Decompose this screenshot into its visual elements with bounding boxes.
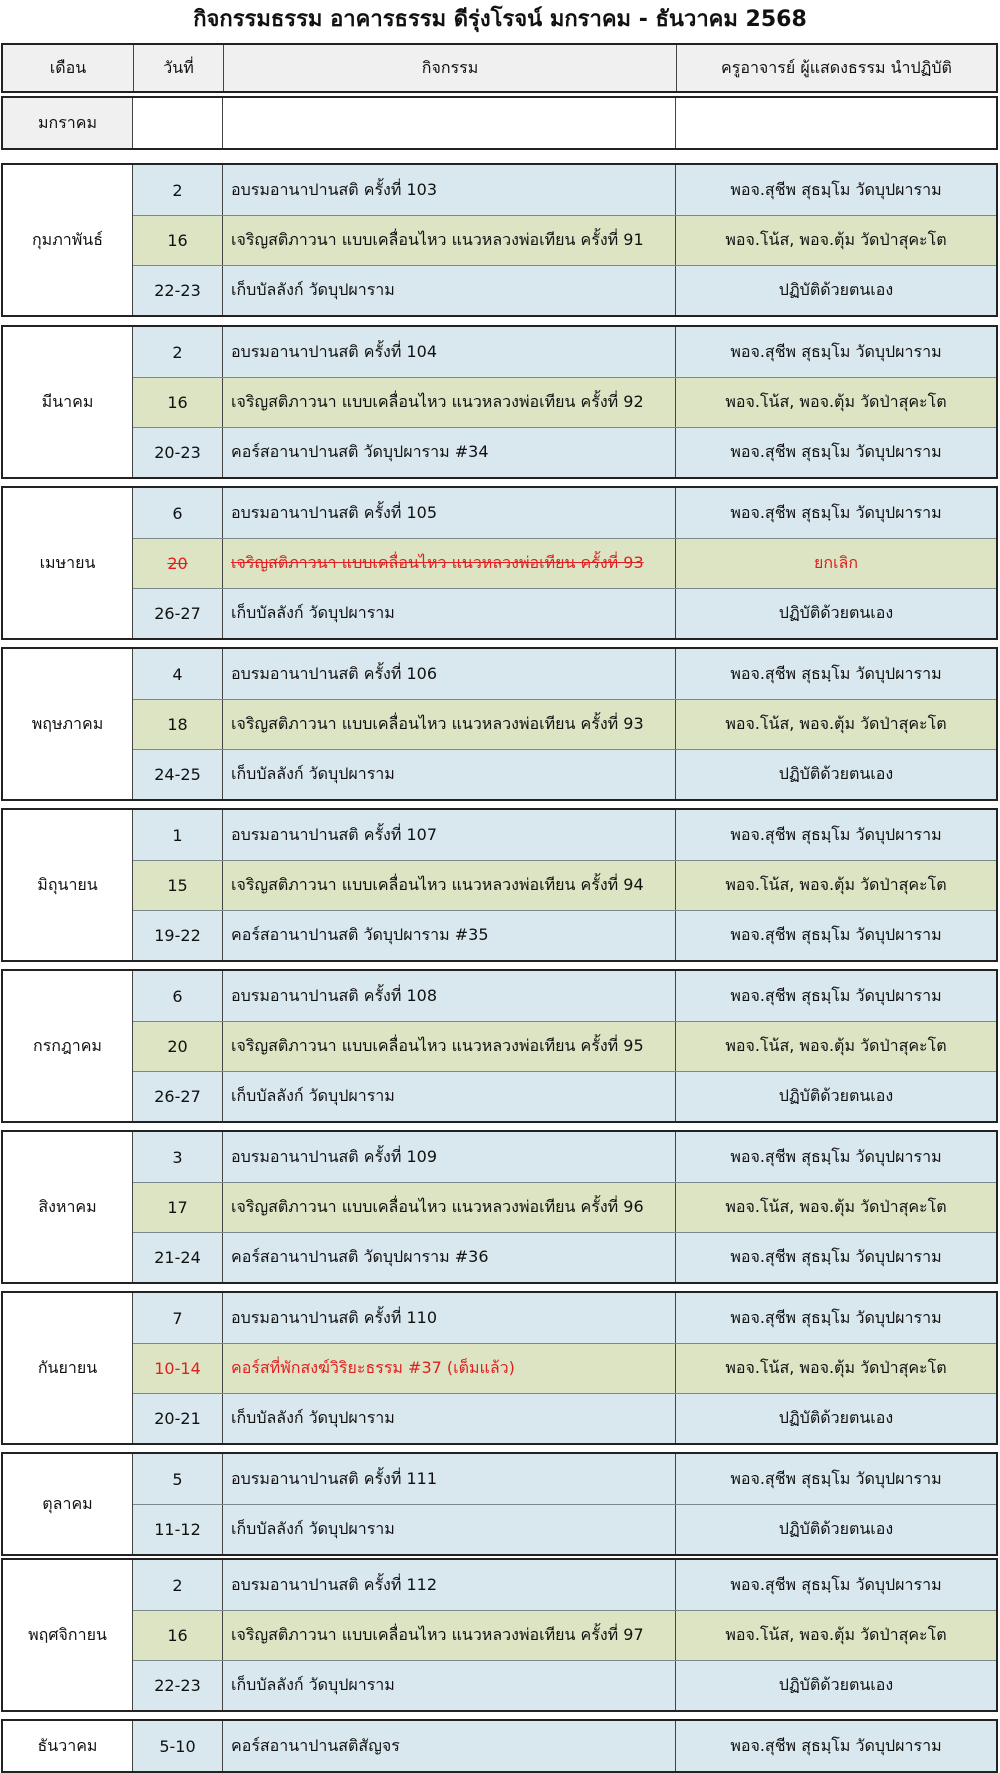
activity-cell-text: เจริญสติภาวนา แบบเคลื่อนไหว แนวหลวงพ่อเทียน ครั้งที่ 94 bbox=[231, 875, 644, 894]
date-cell-text: 3 bbox=[172, 1147, 183, 1167]
month-label: มกราคม bbox=[3, 98, 133, 148]
activity-cell-text: อบรมอานาปานสติ ครั้งที่ 103 bbox=[231, 179, 438, 199]
month-group bbox=[1, 1452, 998, 1556]
activity-cell-text: เก็บบัลลังก์ วัดบุปผาราม bbox=[231, 1408, 395, 1427]
header-activity: กิจกรรม bbox=[223, 45, 676, 91]
activity-cell-text: เก็บบัลลังก์ วัดบุปผาราม bbox=[231, 280, 395, 299]
teacher-cell-text: พอจ.สุชีพ สุธมฺโม วัดบุปผาราม bbox=[730, 1468, 942, 1488]
date-cell bbox=[133, 1505, 223, 1554]
activity-cell bbox=[223, 1183, 676, 1232]
teacher-cell-text: พอจ.สุชีพ สุธมฺโม วัดบุปผาราม bbox=[730, 824, 942, 844]
teacher-cell bbox=[676, 649, 996, 699]
date-cell-text: 24-25 bbox=[154, 765, 201, 784]
teacher-cell bbox=[676, 1072, 996, 1121]
date-cell bbox=[133, 1233, 223, 1282]
date-cell-text: 26-27 bbox=[154, 1087, 201, 1106]
teacher-cell bbox=[676, 911, 996, 960]
date-cell-text: 6 bbox=[172, 986, 183, 1006]
date-cell-text: 20-21 bbox=[154, 1409, 201, 1428]
activity-cell bbox=[223, 266, 676, 315]
table-row bbox=[133, 860, 996, 910]
activity-cell bbox=[223, 98, 676, 148]
teacher-cell bbox=[676, 165, 996, 215]
date-cell-text: 5 bbox=[172, 1469, 183, 1489]
date-cell-text: 2 bbox=[172, 180, 183, 200]
date-cell bbox=[133, 98, 223, 148]
activity-cell-text: อบรมอานาปานสติ ครั้งที่ 110 bbox=[231, 1307, 438, 1327]
teacher-cell bbox=[676, 216, 996, 265]
date-cell-text: 19-22 bbox=[154, 926, 201, 945]
table-row bbox=[133, 327, 996, 377]
activity-cell bbox=[223, 1394, 676, 1443]
activity-cell-text: เจริญสติภาวนา แบบเคลื่อนไหว แนวหลวงพ่อเทียน ครั้งที่ 93 bbox=[231, 714, 644, 733]
date-cell bbox=[133, 810, 223, 860]
table-row bbox=[133, 1021, 996, 1071]
table-row bbox=[133, 971, 996, 1021]
table-row bbox=[133, 215, 996, 265]
activity-cell bbox=[223, 810, 676, 860]
date-cell bbox=[133, 589, 223, 638]
header-date: วันที่ bbox=[133, 45, 223, 91]
activity-cell-text: อบรมอานาปานสติ ครั้งที่ 109 bbox=[231, 1146, 438, 1166]
teacher-cell-text: พอจ.โน้ส, พอจ.ตุ้ม วัดป่าสุคะโต bbox=[725, 392, 947, 411]
activity-cell-text: อบรมอานาปานสติ ครั้งที่ 106 bbox=[231, 663, 438, 683]
table-header bbox=[1, 43, 998, 93]
table-row bbox=[133, 749, 996, 799]
activity-cell bbox=[223, 1344, 676, 1393]
month-group bbox=[1, 1291, 998, 1445]
table-row bbox=[133, 810, 996, 860]
activity-cell bbox=[223, 1072, 676, 1121]
activity-cell bbox=[223, 700, 676, 749]
teacher-cell-text: พอจ.สุชีพ สุธมฺโม วัดบุปผาราม bbox=[730, 1146, 942, 1166]
activity-cell-text: อบรมอานาปานสติ ครั้งที่ 104 bbox=[231, 341, 438, 361]
date-cell-text: 15 bbox=[167, 876, 188, 895]
teacher-cell bbox=[676, 1233, 996, 1282]
month-label: เมษายน bbox=[3, 488, 133, 638]
activity-cell-text: เจริญสติภาวนา แบบเคลื่อนไหว แนวหลวงพ่อเทียน ครั้งที่ 91 bbox=[231, 230, 644, 249]
date-cell bbox=[133, 216, 223, 265]
date-cell-text: 2 bbox=[172, 342, 183, 362]
teacher-cell-text: ปฏิบัติด้วยตนเอง bbox=[778, 603, 894, 622]
date-cell-text: 18 bbox=[167, 715, 188, 734]
teacher-cell-text: พอจ.โน้ส, พอจ.ตุ้ม วัดป่าสุคะโต bbox=[725, 714, 947, 733]
activity-cell bbox=[223, 911, 676, 960]
teacher-cell bbox=[676, 98, 996, 148]
table-row bbox=[133, 1610, 996, 1660]
teacher-cell-text: พอจ.สุชีพ สุธมฺโม วัดบุปผาราม bbox=[730, 1247, 942, 1266]
teacher-cell bbox=[676, 1394, 996, 1443]
teacher-cell-text: ปฏิบัติด้วยตนเอง bbox=[778, 280, 894, 299]
activity-cell bbox=[223, 1661, 676, 1710]
teacher-cell bbox=[676, 971, 996, 1021]
date-cell-text: 26-27 bbox=[154, 604, 201, 623]
date-cell bbox=[133, 861, 223, 910]
date-cell bbox=[133, 428, 223, 477]
date-cell bbox=[133, 488, 223, 538]
teacher-cell bbox=[676, 861, 996, 910]
table-row bbox=[133, 588, 996, 638]
date-cell bbox=[133, 1611, 223, 1660]
teacher-cell-text: พอจ.โน้ส, พอจ.ตุ้ม วัดป่าสุคะโต bbox=[725, 1358, 947, 1377]
table-row bbox=[133, 1071, 996, 1121]
date-cell bbox=[133, 378, 223, 427]
activity-cell bbox=[223, 861, 676, 910]
table-row bbox=[133, 1293, 996, 1343]
month-group bbox=[1, 969, 998, 1123]
month-label: กุมภาพันธ์ bbox=[3, 165, 133, 315]
date-cell-text: 20 bbox=[167, 554, 188, 573]
table-row bbox=[133, 1343, 996, 1393]
table-row bbox=[133, 1182, 996, 1232]
activity-cell bbox=[223, 1721, 676, 1771]
activity-cell-text: อบรมอานาปานสติ ครั้งที่ 111 bbox=[231, 1468, 438, 1488]
teacher-cell-text: พอจ.โน้ส, พอจ.ตุ้ม วัดป่าสุคะโต bbox=[725, 1625, 947, 1644]
date-cell-text: 2 bbox=[172, 1575, 183, 1595]
date-cell-text: 6 bbox=[172, 503, 183, 523]
page-title: กิจกรรมธรรม อาคารธรรม ดีรุ่งโรจน์ มกราคม - ธันวาคม 2568 bbox=[193, 7, 807, 32]
teacher-cell-text: พอจ.โน้ส, พอจ.ตุ้ม วัดป่าสุคะโต bbox=[725, 1197, 947, 1216]
teacher-cell-text: ปฏิบัติด้วยตนเอง bbox=[778, 1408, 894, 1427]
table-row bbox=[133, 98, 996, 148]
activity-cell bbox=[223, 649, 676, 699]
activity-cell-text: คอร์สอานาปานสติ วัดบุปผาราม #34 bbox=[231, 442, 489, 461]
activity-cell-text: อบรมอานาปานสติ ครั้งที่ 112 bbox=[231, 1574, 438, 1594]
date-cell bbox=[133, 1022, 223, 1071]
date-cell-text: 16 bbox=[167, 231, 188, 250]
activity-cell-text: เก็บบัลลังก์ วัดบุปผาราม bbox=[231, 1675, 395, 1694]
teacher-cell-text: พอจ.สุชีพ สุธมฺโม วัดบุปผาราม bbox=[730, 1735, 942, 1755]
activity-cell bbox=[223, 1560, 676, 1610]
date-cell bbox=[133, 649, 223, 699]
date-cell bbox=[133, 1344, 223, 1393]
teacher-cell-text: พอจ.โน้ส, พอจ.ตุ้ม วัดป่าสุคะโต bbox=[725, 875, 947, 894]
teacher-cell bbox=[676, 1454, 996, 1504]
table-row bbox=[133, 1454, 996, 1504]
date-cell bbox=[133, 971, 223, 1021]
activity-cell bbox=[223, 1233, 676, 1282]
activity-cell-text: คอร์สอานาปานสติสัญจร bbox=[231, 1735, 400, 1755]
table-row bbox=[133, 910, 996, 960]
date-cell bbox=[133, 1560, 223, 1610]
month-label: ธันวาคม bbox=[3, 1721, 133, 1771]
date-cell bbox=[133, 700, 223, 749]
date-cell bbox=[133, 1293, 223, 1343]
date-cell-text: 22-23 bbox=[154, 1676, 201, 1695]
month-group bbox=[1, 647, 998, 801]
activity-cell bbox=[223, 1022, 676, 1071]
teacher-cell bbox=[676, 589, 996, 638]
activity-cell bbox=[223, 378, 676, 427]
table-row bbox=[133, 427, 996, 477]
date-cell bbox=[133, 1454, 223, 1504]
teacher-cell bbox=[676, 810, 996, 860]
teacher-cell-text: พอจ.โน้ส, พอจ.ตุ้ม วัดป่าสุคะโต bbox=[725, 1036, 947, 1055]
activity-cell-text: เก็บบัลลังก์ วัดบุปผาราม bbox=[231, 1519, 395, 1538]
month-group bbox=[1, 486, 998, 640]
activity-cell bbox=[223, 488, 676, 538]
month-group bbox=[1, 808, 998, 962]
teacher-cell bbox=[676, 700, 996, 749]
teacher-cell-text: ปฏิบัติด้วยตนเอง bbox=[778, 764, 894, 783]
month-group bbox=[1, 1558, 998, 1712]
activity-cell-text: คอร์สที่พักสงฆ์วิริยะธรรม #37 (เต็มแล้ว) bbox=[231, 1358, 515, 1377]
teacher-cell bbox=[676, 1132, 996, 1182]
activity-cell-text: อบรมอานาปานสติ ครั้งที่ 107 bbox=[231, 824, 438, 844]
teacher-cell-text: พอจ.สุชีพ สุธมฺโม วัดบุปผาราม bbox=[730, 1307, 942, 1327]
month-group bbox=[1, 96, 998, 150]
month-label: มีนาคม bbox=[3, 327, 133, 477]
month-group bbox=[1, 325, 998, 479]
teacher-cell bbox=[676, 750, 996, 799]
activity-cell-text: เก็บบัลลังก์ วัดบุปผาราม bbox=[231, 1086, 395, 1105]
date-cell-text: 11-12 bbox=[154, 1520, 201, 1539]
activity-cell bbox=[223, 1293, 676, 1343]
table-row bbox=[133, 1560, 996, 1610]
activity-cell bbox=[223, 1454, 676, 1504]
header-teacher: ครูอาจารย์ ผู้แสดงธรรม นำปฏิบัติ bbox=[676, 45, 996, 91]
activity-cell bbox=[223, 971, 676, 1021]
activity-cell-text: เจริญสติภาวนา แบบเคลื่อนไหว แนวหลวงพ่อเทียน ครั้งที่ 95 bbox=[231, 1036, 644, 1055]
month-label: พฤศจิกายน bbox=[3, 1560, 133, 1710]
month-label: สิงหาคม bbox=[3, 1132, 133, 1282]
teacher-cell bbox=[676, 1293, 996, 1343]
teacher-cell-text: พอจ.สุชีพ สุธมฺโม วัดบุปผาราม bbox=[730, 179, 942, 199]
month-group bbox=[1, 1719, 998, 1773]
teacher-cell bbox=[676, 1183, 996, 1232]
teacher-cell bbox=[676, 327, 996, 377]
date-cell bbox=[133, 327, 223, 377]
table-row bbox=[133, 1504, 996, 1554]
date-cell-text: 17 bbox=[167, 1198, 188, 1217]
table-row bbox=[133, 538, 996, 588]
activity-cell-text: เจริญสติภาวนา แบบเคลื่อนไหว แนวหลวงพ่อเทียน ครั้งที่ 97 bbox=[231, 1625, 644, 1644]
table-row bbox=[133, 165, 996, 215]
activity-cell-text: คอร์สอานาปานสติ วัดบุปผาราม #36 bbox=[231, 1247, 489, 1266]
date-cell-text: 21-24 bbox=[154, 1248, 201, 1267]
activity-cell-text: เก็บบัลลังก์ วัดบุปผาราม bbox=[231, 603, 395, 622]
teacher-cell bbox=[676, 1344, 996, 1393]
activity-cell-text: เจริญสติภาวนา แบบเคลื่อนไหว แนวหลวงพ่อเทียน ครั้งที่ 92 bbox=[231, 392, 644, 411]
table-row bbox=[133, 699, 996, 749]
date-cell bbox=[133, 911, 223, 960]
teacher-cell-text: ปฏิบัติด้วยตนเอง bbox=[778, 1519, 894, 1538]
teacher-cell-text: ปฏิบัติด้วยตนเอง bbox=[778, 1675, 894, 1694]
teacher-cell-text: พอจ.สุชีพ สุธมฺโม วัดบุปผาราม bbox=[730, 442, 942, 461]
header-month: เดือน bbox=[49, 58, 87, 77]
date-cell bbox=[133, 1132, 223, 1182]
teacher-cell-text: พอจ.โน้ส, พอจ.ตุ้ม วัดป่าสุคะโต bbox=[725, 230, 947, 249]
date-cell-text: 16 bbox=[167, 393, 188, 412]
activity-cell-text: อบรมอานาปานสติ ครั้งที่ 105 bbox=[231, 502, 438, 522]
date-cell-text: 20 bbox=[167, 1037, 188, 1056]
teacher-cell-text: พอจ.สุชีพ สุธมฺโม วัดบุปผาราม bbox=[730, 502, 942, 522]
teacher-cell bbox=[676, 1721, 996, 1771]
teacher-cell bbox=[676, 1611, 996, 1660]
month-label: กันยายน bbox=[3, 1293, 133, 1443]
date-cell-text: 4 bbox=[172, 664, 183, 684]
date-cell bbox=[133, 1183, 223, 1232]
activity-cell-text: คอร์สอานาปานสติ วัดบุปผาราม #35 bbox=[231, 925, 489, 944]
month-label: กรกฎาคม bbox=[3, 971, 133, 1121]
month-group bbox=[1, 1130, 998, 1284]
date-cell-text: 7 bbox=[172, 1308, 183, 1328]
teacher-cell bbox=[676, 266, 996, 315]
activity-cell-text: อบรมอานาปานสติ ครั้งที่ 108 bbox=[231, 985, 438, 1005]
month-label: พฤษภาคม bbox=[3, 649, 133, 799]
date-cell-text: 22-23 bbox=[154, 281, 201, 300]
table-row bbox=[133, 1660, 996, 1710]
date-cell bbox=[133, 750, 223, 799]
table-row bbox=[133, 1721, 996, 1771]
date-cell bbox=[133, 266, 223, 315]
activity-cell bbox=[223, 1505, 676, 1554]
date-cell bbox=[133, 1072, 223, 1121]
teacher-cell bbox=[676, 428, 996, 477]
date-cell bbox=[133, 1394, 223, 1443]
date-cell-text: 1 bbox=[172, 825, 183, 845]
date-cell bbox=[133, 165, 223, 215]
table-row bbox=[133, 377, 996, 427]
date-cell bbox=[133, 539, 223, 588]
date-cell bbox=[133, 1721, 223, 1771]
date-cell bbox=[133, 1661, 223, 1710]
activity-cell bbox=[223, 165, 676, 215]
date-cell-text: 20-23 bbox=[154, 443, 201, 462]
month-label: มิถุนายน bbox=[3, 810, 133, 960]
activity-cell bbox=[223, 216, 676, 265]
month-group bbox=[1, 163, 998, 317]
table-row bbox=[133, 1393, 996, 1443]
teacher-cell-text: พอจ.สุชีพ สุธมฺโม วัดบุปผาราม bbox=[730, 985, 942, 1005]
table-row bbox=[133, 265, 996, 315]
teacher-cell bbox=[676, 1505, 996, 1554]
activity-cell bbox=[223, 589, 676, 638]
teacher-cell-text: พอจ.สุชีพ สุธมฺโม วัดบุปผาราม bbox=[730, 341, 942, 361]
activity-cell bbox=[223, 327, 676, 377]
activity-cell-text: เจริญสติภาวนา แบบเคลื่อนไหว แนวหลวงพ่อเทียน ครั้งที่ 93 bbox=[231, 553, 644, 572]
activity-cell bbox=[223, 1611, 676, 1660]
activity-cell bbox=[223, 539, 676, 588]
teacher-cell bbox=[676, 488, 996, 538]
date-cell-text: 10-14 bbox=[154, 1359, 201, 1378]
month-label: ตุลาคม bbox=[3, 1454, 133, 1554]
teacher-cell-text: พอจ.สุชีพ สุธมฺโม วัดบุปผาราม bbox=[730, 663, 942, 683]
table-row bbox=[133, 649, 996, 699]
date-cell-text: 16 bbox=[167, 1626, 188, 1645]
teacher-cell-text: ยกเลิก bbox=[813, 553, 859, 572]
teacher-cell bbox=[676, 378, 996, 427]
date-cell-text: 5-10 bbox=[159, 1736, 196, 1756]
table-row bbox=[133, 488, 996, 538]
teacher-cell bbox=[676, 1661, 996, 1710]
teacher-cell bbox=[676, 1560, 996, 1610]
activity-cell-text: เก็บบัลลังก์ วัดบุปผาราม bbox=[231, 764, 395, 783]
teacher-cell-text: พอจ.สุชีพ สุธมฺโม วัดบุปผาราม bbox=[730, 925, 942, 944]
activity-cell-text: เจริญสติภาวนา แบบเคลื่อนไหว แนวหลวงพ่อเทียน ครั้งที่ 96 bbox=[231, 1197, 644, 1216]
teacher-cell bbox=[676, 539, 996, 588]
teacher-cell bbox=[676, 1022, 996, 1071]
activity-cell bbox=[223, 750, 676, 799]
table-row bbox=[133, 1232, 996, 1282]
table-row bbox=[133, 1132, 996, 1182]
teacher-cell-text: ปฏิบัติด้วยตนเอง bbox=[778, 1086, 894, 1105]
activity-cell bbox=[223, 428, 676, 477]
teacher-cell-text: พอจ.สุชีพ สุธมฺโม วัดบุปผาราม bbox=[730, 1574, 942, 1594]
activity-cell bbox=[223, 1132, 676, 1182]
